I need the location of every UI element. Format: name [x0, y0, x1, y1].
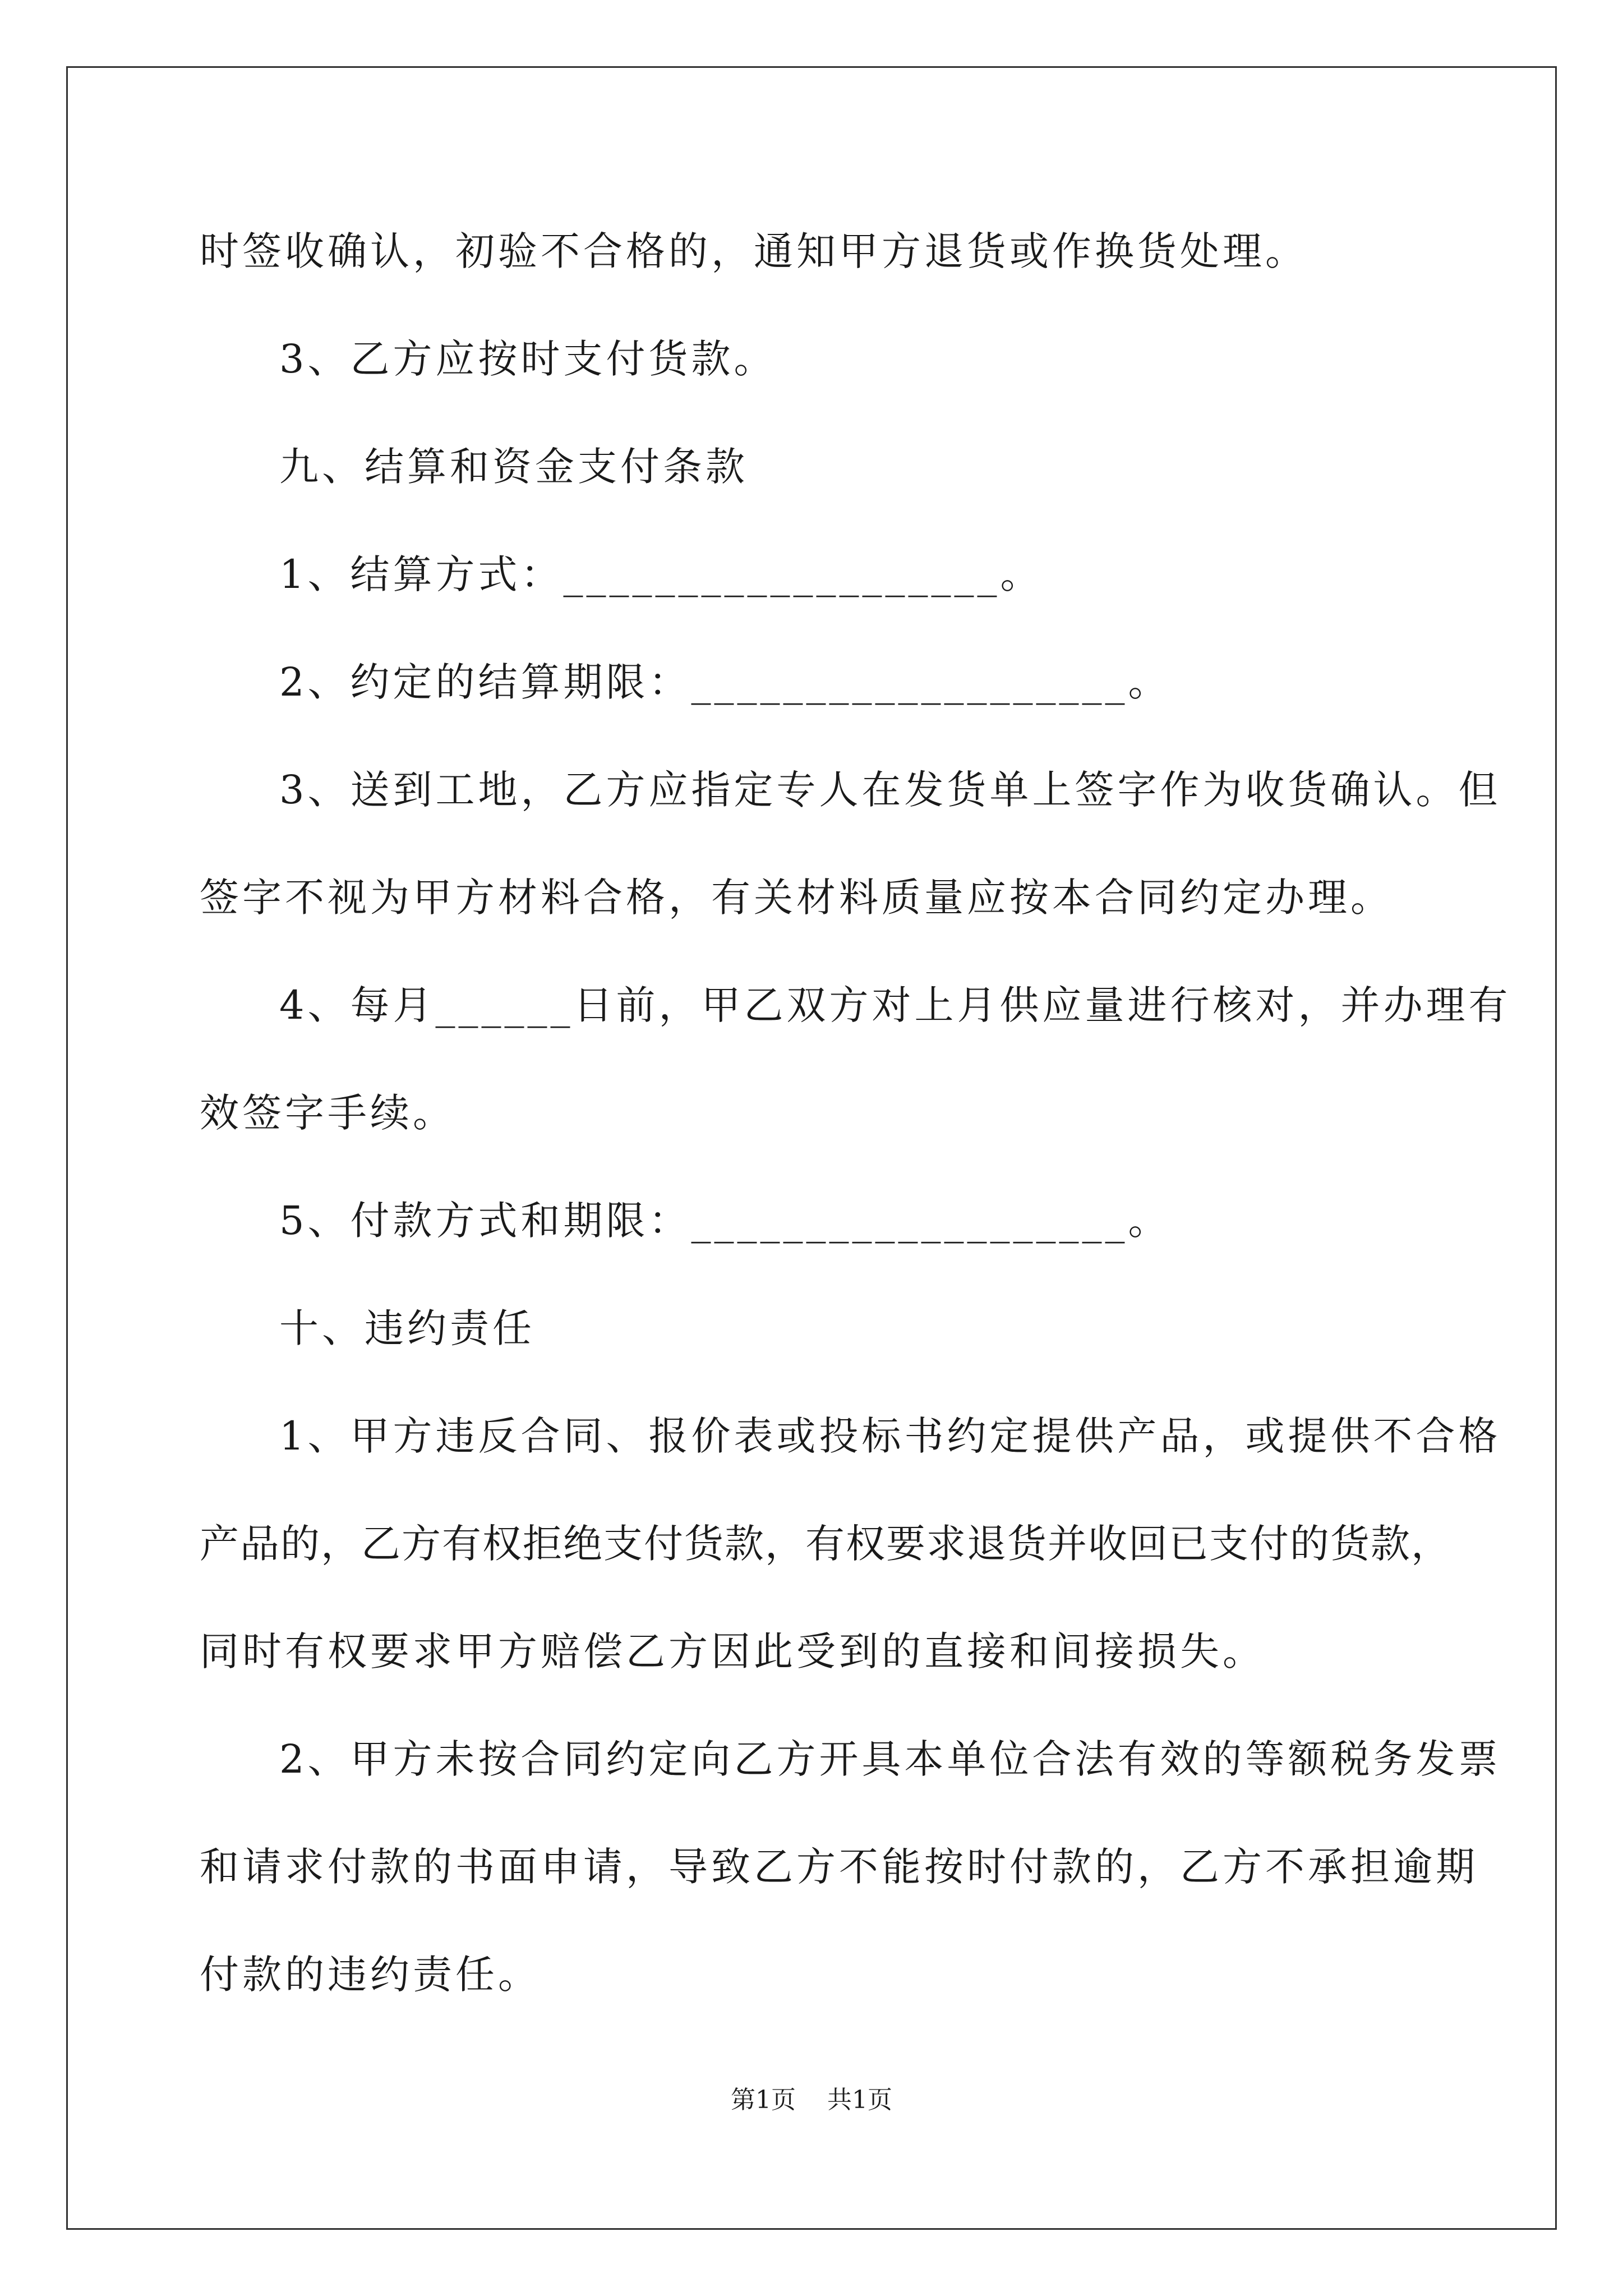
body-line: 4、每月______日前，甲乙双方对上月供应量进行核对，并办理有 — [279, 982, 1511, 1028]
body-line: 3、送到工地，乙方应指定专人在发货单上签字作为收货确认。但 — [279, 767, 1501, 813]
body-line: 1、甲方违反合同、报价表或投标书约定提供产品，或提供不合格 — [279, 1413, 1501, 1459]
body-line: 5、付款方式和期限：___________________。 — [279, 1198, 1171, 1244]
body-line: 2、约定的结算期限：___________________。 — [279, 659, 1171, 705]
body-line: 签字不视为甲方材料合格，有关材料质量应按本合同约定办理。 — [200, 875, 1393, 921]
section-heading: 九、结算和资金支付条款 — [279, 444, 748, 490]
section-heading: 十、违约责任 — [279, 1305, 535, 1351]
page-border — [66, 66, 1557, 2230]
body-line: 效签字手续。 — [200, 1090, 455, 1136]
body-line: 付款的违约责任。 — [200, 1952, 541, 1998]
page-number-footer: 第1页 共1页 — [731, 2086, 892, 2114]
body-line: 和请求付款的书面申请，导致乙方不能按时付款的，乙方不承担逾期 — [200, 1844, 1478, 1890]
body-line: 同时有权要求甲方赔偿乙方因此受到的直接和间接损失。 — [200, 1628, 1265, 1674]
body-line: 时签收确认，初验不合格的，通知甲方退货或作换货处理。 — [200, 228, 1308, 274]
body-line: 产品的，乙方有权拒绝支付货款，有权要求退货并收回已支付的货款， — [200, 1521, 1451, 1567]
body-line: 3、乙方应按时支付货款。 — [279, 336, 777, 382]
body-line: 2、甲方未按合同约定向乙方开具本单位合法有效的等额税务发票 — [279, 1736, 1501, 1782]
body-line: 1、结算方式：___________________。 — [279, 551, 1043, 597]
